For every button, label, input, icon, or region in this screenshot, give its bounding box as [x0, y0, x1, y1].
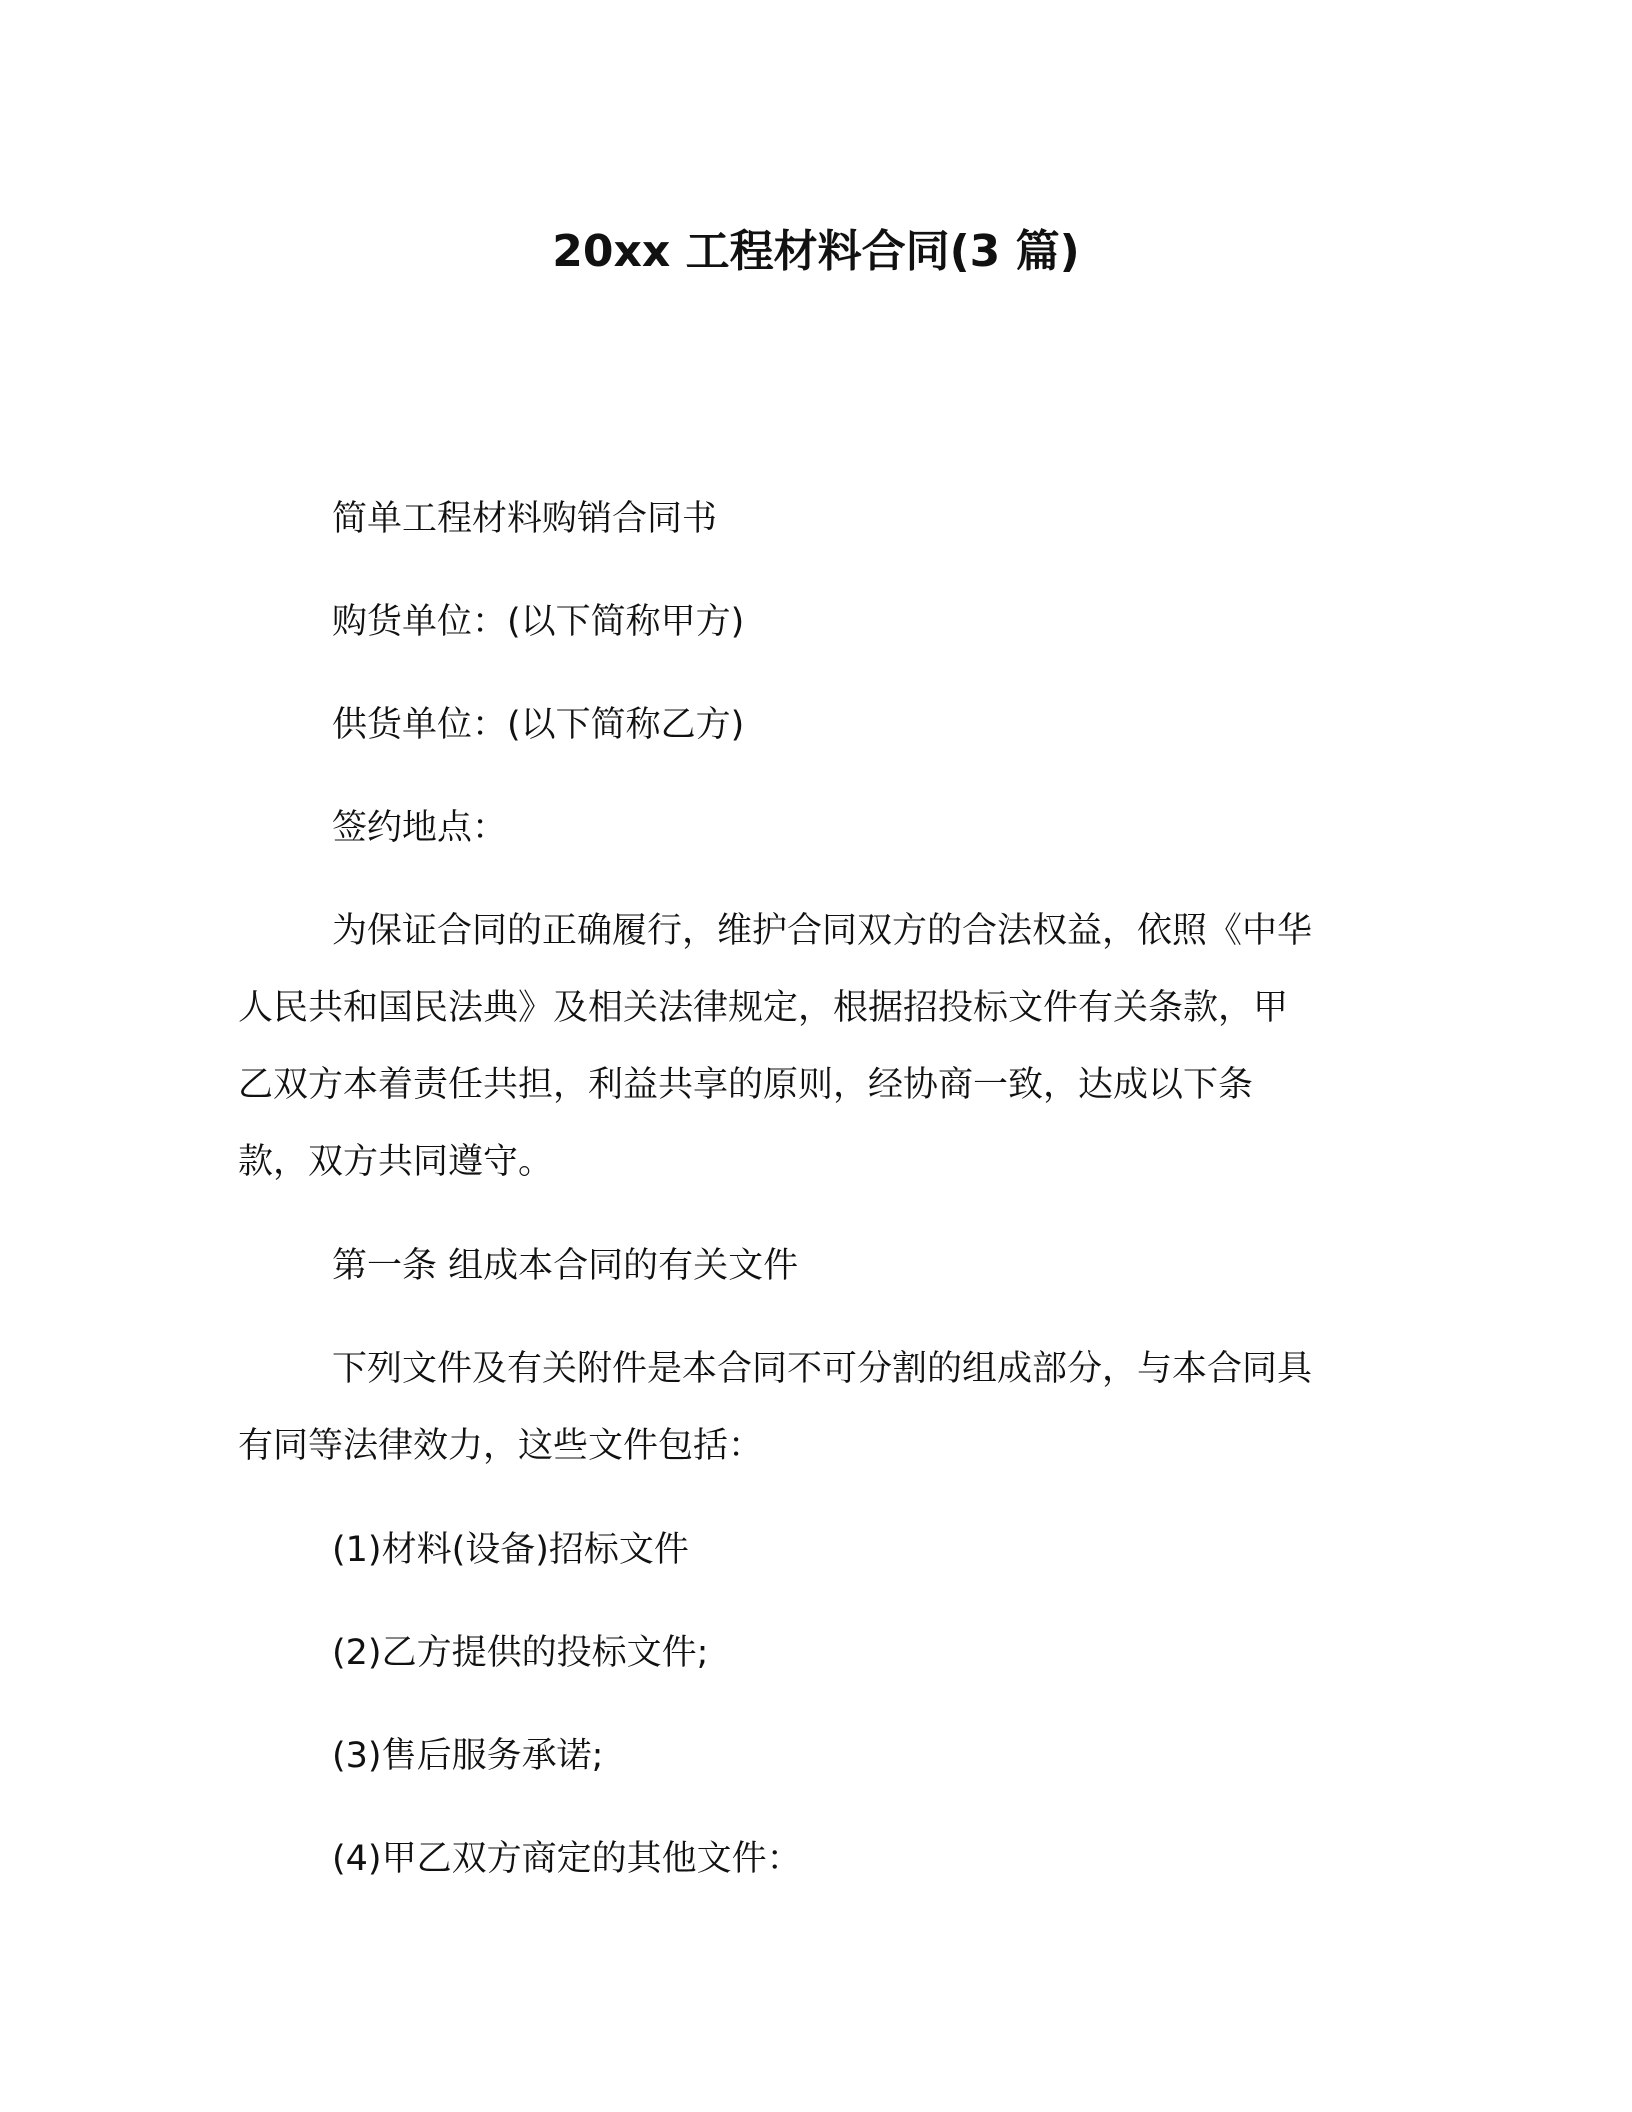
list-item-4: (4)甲乙双方商定的其他文件：: [332, 1839, 802, 1879]
document-title: 20xx 工程材料合同(3 篇): [552, 226, 1080, 277]
article1-body-line-2: 有同等法律效力，这些文件包括：: [238, 1426, 764, 1466]
location-line: 签约地点：: [332, 808, 508, 848]
article1-body-line-1: 下列文件及有关附件是本合同不可分割的组成部分，与本合同具: [332, 1349, 1313, 1389]
preamble-line-4: 款，双方共同遵守。: [238, 1142, 554, 1182]
preamble-line-3: 乙双方本着责任共担，利益共享的原则，经协商一致，达成以下条: [238, 1065, 1254, 1105]
contract-heading: 简单工程材料购销合同书: [332, 499, 718, 539]
list-item-3: (3)售后服务承诺;: [332, 1736, 604, 1776]
list-item-1: (1)材料(设备)招标文件: [332, 1530, 689, 1570]
preamble-line-1: 为保证合同的正确履行，维护合同双方的合法权益，依照《中华: [332, 911, 1313, 951]
article1-title: 第一条 组成本合同的有关文件: [332, 1246, 799, 1286]
preamble-line-2: 人民共和国民法典》及相关法律规定，根据招投标文件有关条款，甲: [238, 988, 1289, 1028]
buyer-line: 购货单位：(以下简称甲方): [332, 602, 745, 642]
supplier-line: 供货单位：(以下简称乙方): [332, 705, 745, 745]
list-item-2: (2)乙方提供的投标文件;: [332, 1633, 709, 1673]
